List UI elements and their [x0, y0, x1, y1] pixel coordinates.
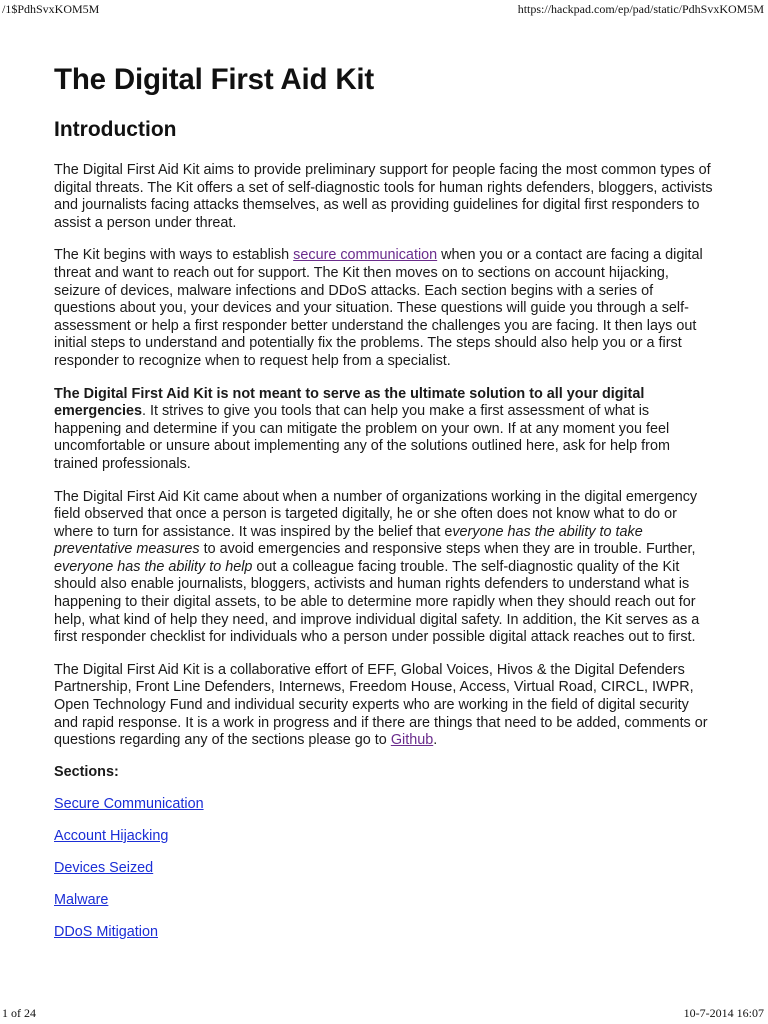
intro-paragraph-5 [54, 662, 714, 750]
paragraph-text: . [433, 732, 438, 749]
section-heading-introduction: Introduction [54, 118, 177, 141]
page-number: 1 of 24 [2, 1006, 36, 1020]
emphasis-text: everyone has the ability to help [54, 558, 253, 575]
intro-paragraph-2 [54, 247, 714, 370]
section-link-ddos-mitigation[interactable]: DDoS Mitigation [54, 924, 158, 941]
paragraph-text: The Digital First Aid Kit is a collaborative effort of EFF, Global Voices, Hivos & the Digital Defenders Partnership, Front Line Defenders, Internews, Freedom House, Access, Virtual Road, CIRCL, IWPR, Open Technology Fund and individual security experts who are working in the field of digital security and rapid response. It is a work in progress and if there are things that need to be added, comments or questions regarding any of the sections please go to [54, 661, 708, 749]
paragraph-text: The Kit begins with ways to establish [54, 247, 294, 264]
section-link-secure-communication[interactable]: Secure Communication [54, 795, 204, 812]
print-datetime: 10-7-2014 16:07 [683, 1006, 764, 1020]
paragraph-text: when you or a contact are facing a digital threat and want to reach out for support. The Kit then moves on to sections on account hijacking, seizure of devices, malware infections and DDoS attacks. Each section begins with a series of questions about you, your devices and your situation. These questions will guide you through a self-assessment or help a first responder better understand the challenges you are facing. It then lays out initial steps to understand and potentially fix the problems. The steps should also help you or a first responder to recognize when to request help from a specialist. [54, 247, 703, 369]
intro-paragraph-1: The Digital First Aid Kit aims to provide preliminary support for people facing the most common types of digital threats. The Kit offers a set of self-diagnostic tools for human rights defenders, bloggers, activists and journalists facing attacks themselves, as well as providing guidelines for digital first responders to assist a person under threat. [54, 162, 713, 231]
paragraph-text: The Digital First Aid Kit came about when a number of organizations working in the digital emergency field observed that once a person is targeted digitally, he or she often does not know what to do or where to turn for assistance. It was inspired by the belief that e [54, 488, 698, 540]
bold-statement: The Digital First Aid Kit is not meant to serve as the ultimate solution to all your digital emergencies [54, 385, 645, 420]
paragraph-text: . It strives to give you tools that can help you make a first assessment of what is happening and determine if you can mitigate the problem on your own. If at any moment you feel uncomfortable or unsure about implementing any of the solutions outlined here, ask for help from trained professionals. [54, 403, 670, 472]
section-link-devices-seized[interactable]: Devices Seized [54, 860, 154, 877]
print-footer [0, 1006, 768, 1022]
paragraph-text: to avoid emergencies and responsive steps when they are in trouble. Further, [199, 541, 696, 558]
print-header [0, 2, 768, 18]
intro-paragraph-4 [54, 489, 714, 647]
intro-paragraph-3 [54, 386, 714, 474]
section-link-malware[interactable]: Malware [54, 892, 109, 909]
sections-label: Sections: [54, 763, 119, 780]
section-link-account-hijacking[interactable]: Account Hijacking [54, 828, 169, 844]
page-title: The Digital First Aid Kit [54, 63, 375, 96]
secure-communication-link[interactable]: secure communication [293, 247, 438, 264]
document-body [54, 58, 714, 942]
header-url: https://hackpad.com/ep/pad/static/PdhSvxKOM5M [517, 2, 764, 16]
paragraph-text: out a colleague facing trouble. The self-diagnostic quality of the Kit should also enable journalists, bloggers, activists and human rights defenders to understand what is happening to their digital assets, to be able to determine more rapidly when they should reach out for help, what kind of help they need, and improve individual digital safety. In addition, the Kit serves as a first responder checklist for individuals who a person under possible digital attack reaches out to first. [54, 558, 700, 646]
github-link[interactable]: Github [390, 732, 434, 749]
emphasis-text: veryone has the ability to take preventative measures [54, 523, 643, 558]
header-path: /1$PdhSvxKOM5M [2, 2, 100, 16]
